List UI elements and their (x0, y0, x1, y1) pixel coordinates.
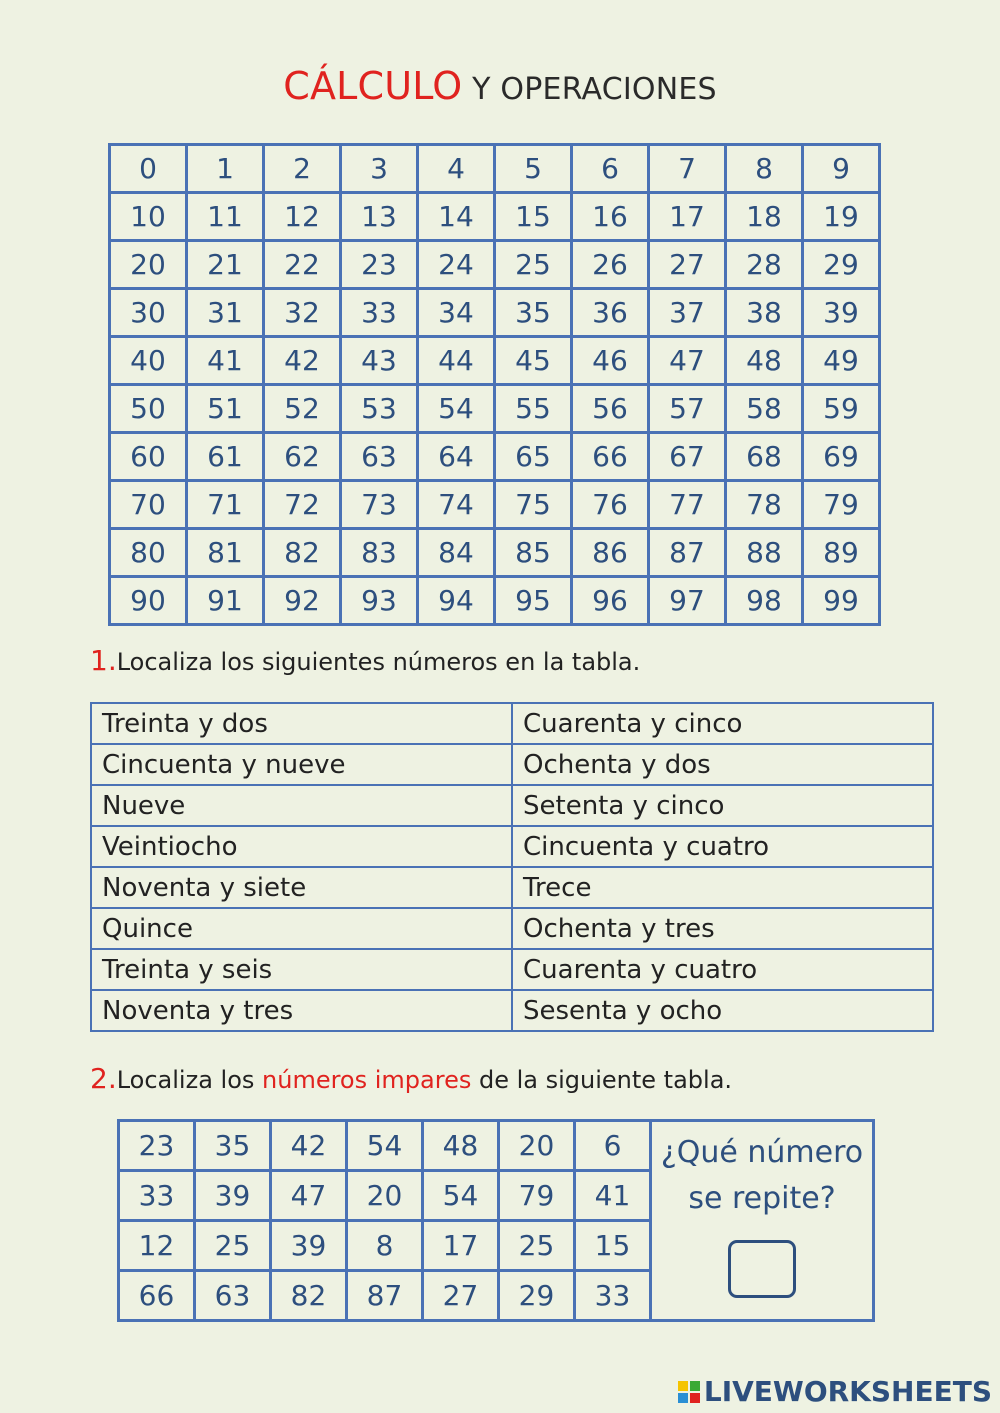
hundred-table-cell[interactable]: 64 (418, 433, 495, 481)
hundred-table-cell[interactable]: 96 (572, 577, 649, 625)
hundred-table-cell[interactable]: 14 (418, 193, 495, 241)
hundred-table-cell[interactable]: 48 (726, 337, 803, 385)
number-word-cell: Setenta y cinco (512, 785, 933, 826)
hundred-table-cell[interactable]: 22 (264, 241, 341, 289)
hundred-table-cell[interactable]: 86 (572, 529, 649, 577)
number-word-cell: Quince (91, 908, 512, 949)
hundred-table-cell[interactable]: 99 (803, 577, 880, 625)
hundred-table-row (110, 337, 880, 385)
odd-table-cell[interactable]: 42 (271, 1121, 347, 1171)
number-word-cell: Cuarenta y cinco (512, 703, 933, 744)
hundred-table-cell[interactable]: 65 (495, 433, 572, 481)
odd-table-cell[interactable]: 25 (195, 1221, 271, 1271)
hundred-table-cell[interactable]: 93 (341, 577, 418, 625)
hundred-table-cell[interactable]: 69 (803, 433, 880, 481)
page-title (0, 64, 1000, 108)
hundred-table-cell[interactable]: 26 (572, 241, 649, 289)
hundred-table-cell[interactable]: 83 (341, 529, 418, 577)
hundred-table-cell[interactable]: 54 (418, 385, 495, 433)
hundred-table-cell[interactable]: 51 (187, 385, 264, 433)
number-word-cell: Trece (512, 867, 933, 908)
hundred-table-cell[interactable]: 95 (495, 577, 572, 625)
repeat-question-cell (651, 1121, 874, 1321)
hundred-table-row (110, 577, 880, 625)
hundred-table-cell[interactable]: 47 (649, 337, 726, 385)
hundred-table-cell[interactable]: 32 (264, 289, 341, 337)
hundred-table-cell[interactable]: 68 (726, 433, 803, 481)
hundred-table-row (110, 385, 880, 433)
odd-table-cell[interactable]: 12 (119, 1221, 195, 1271)
hundred-table-row (110, 145, 880, 193)
hundred-table-cell[interactable]: 58 (726, 385, 803, 433)
odd-table-cell[interactable]: 15 (575, 1221, 651, 1271)
hundred-table-cell[interactable]: 78 (726, 481, 803, 529)
odd-table-cell[interactable]: 48 (423, 1121, 499, 1171)
number-word-cell: Noventa y siete (91, 867, 512, 908)
hundred-table-cell[interactable]: 74 (418, 481, 495, 529)
odd-table-cell[interactable]: 54 (423, 1171, 499, 1221)
hundred-table-cell[interactable]: 81 (187, 529, 264, 577)
hundred-table-cell[interactable]: 56 (572, 385, 649, 433)
odd-table-cell[interactable]: 25 (499, 1221, 575, 1271)
hundred-table-cell[interactable]: 39 (803, 289, 880, 337)
hundred-table-cell[interactable]: 28 (726, 241, 803, 289)
odd-table-cell[interactable]: 39 (195, 1171, 271, 1221)
hundred-table-cell[interactable]: 55 (495, 385, 572, 433)
odd-table-cell[interactable]: 66 (119, 1271, 195, 1321)
hundred-table-cell[interactable]: 73 (341, 481, 418, 529)
brand-text: LIVEWORKSHEETS (703, 1375, 992, 1408)
odd-table-cell[interactable]: 63 (195, 1271, 271, 1321)
odd-table-cell[interactable]: 27 (423, 1271, 499, 1321)
hundred-table-cell[interactable]: 71 (187, 481, 264, 529)
odd-table-row (119, 1121, 874, 1171)
odd-table-cell[interactable]: 82 (271, 1271, 347, 1321)
hundred-table-cell[interactable]: 80 (110, 529, 187, 577)
hundred-table-cell[interactable]: 3 (341, 145, 418, 193)
repeat-question-line2: se repite? (688, 1181, 836, 1216)
hundred-table-cell[interactable]: 82 (264, 529, 341, 577)
number-words-row (91, 703, 933, 744)
hundred-table-cell[interactable]: 9 (803, 145, 880, 193)
number-word-cell: Treinta y dos (91, 703, 512, 744)
number-words-row (91, 867, 933, 908)
hundred-table-cell[interactable]: 76 (572, 481, 649, 529)
hundred-table-cell[interactable]: 7 (649, 145, 726, 193)
hundred-table-cell[interactable]: 97 (649, 577, 726, 625)
number-word-cell: Ochenta y tres (512, 908, 933, 949)
number-word-cell: Veintiocho (91, 826, 512, 867)
number-word-cell: Ochenta y dos (512, 744, 933, 785)
hundred-table-cell[interactable]: 29 (803, 241, 880, 289)
hundred-table-cell[interactable]: 30 (110, 289, 187, 337)
hundred-table-cell[interactable]: 43 (341, 337, 418, 385)
hundred-table-cell[interactable]: 11 (187, 193, 264, 241)
hundred-table-row (110, 433, 880, 481)
hundred-table-cell[interactable]: 90 (110, 577, 187, 625)
odd-table-cell[interactable]: 29 (499, 1271, 575, 1321)
hundred-table-cell[interactable]: 60 (110, 433, 187, 481)
odd-table-cell[interactable]: 6 (575, 1121, 651, 1171)
number-word-cell: Cincuenta y nueve (91, 744, 512, 785)
hundred-table-cell[interactable]: 34 (418, 289, 495, 337)
hundred-table-cell[interactable]: 24 (418, 241, 495, 289)
hundred-table-cell[interactable]: 70 (110, 481, 187, 529)
hundred-table-cell[interactable]: 49 (803, 337, 880, 385)
exercise-2-instruction (90, 1062, 732, 1095)
exercise-2-text-before: Localiza los (116, 1066, 263, 1094)
odd-table-cell[interactable]: 33 (119, 1171, 195, 1221)
odd-table-cell[interactable]: 20 (347, 1171, 423, 1221)
hundred-table-cell[interactable]: 20 (110, 241, 187, 289)
hundred-table-cell[interactable]: 57 (649, 385, 726, 433)
odd-table-cell[interactable]: 79 (499, 1171, 575, 1221)
hundred-table-row (110, 193, 880, 241)
odd-table-cell[interactable]: 23 (119, 1121, 195, 1171)
hundred-table-cell[interactable]: 53 (341, 385, 418, 433)
odd-table-cell[interactable]: 54 (347, 1121, 423, 1171)
odd-table-cell[interactable]: 20 (499, 1121, 575, 1171)
hundred-table-cell[interactable]: 92 (264, 577, 341, 625)
hundred-table-cell[interactable]: 35 (495, 289, 572, 337)
repeat-question-line1: ¿Qué número (660, 1135, 864, 1170)
title-highlight: CÁLCULO (283, 64, 463, 108)
exercise-2-highlight: números impares (262, 1066, 472, 1094)
hundred-table (108, 143, 881, 626)
hundred-table-cell[interactable]: 67 (649, 433, 726, 481)
hundred-table-cell[interactable]: 75 (495, 481, 572, 529)
hundred-table-row (110, 241, 880, 289)
odd-table-cell[interactable]: 41 (575, 1171, 651, 1221)
hundred-table-cell[interactable]: 6 (572, 145, 649, 193)
hundred-table-cell[interactable]: 15 (495, 193, 572, 241)
hundred-table-cell[interactable]: 5 (495, 145, 572, 193)
hundred-table-row (110, 481, 880, 529)
hundred-table-row (110, 529, 880, 577)
answer-input-box[interactable] (728, 1240, 796, 1298)
hundred-table-cell[interactable]: 1 (187, 145, 264, 193)
number-word-cell: Cuarenta y cuatro (512, 949, 933, 990)
exercise-1-text: Localiza los siguientes números en la tabla. (116, 648, 641, 676)
hundred-table-cell[interactable]: 63 (341, 433, 418, 481)
odd-numbers-table (117, 1119, 875, 1322)
hundred-table-cell[interactable]: 88 (726, 529, 803, 577)
hundred-table-cell[interactable]: 50 (110, 385, 187, 433)
odd-table-cell[interactable]: 47 (271, 1171, 347, 1221)
hundred-table-cell[interactable]: 89 (803, 529, 880, 577)
hundred-table-cell[interactable]: 2 (264, 145, 341, 193)
number-word-cell: Treinta y seis (91, 949, 512, 990)
hundred-table-cell[interactable]: 38 (726, 289, 803, 337)
hundred-table-cell[interactable]: 87 (649, 529, 726, 577)
hundred-table-cell[interactable]: 36 (572, 289, 649, 337)
hundred-table-cell[interactable]: 45 (495, 337, 572, 385)
hundred-table-cell[interactable]: 46 (572, 337, 649, 385)
hundred-table-cell[interactable]: 40 (110, 337, 187, 385)
odd-table-cell[interactable]: 8 (347, 1221, 423, 1271)
hundred-table-cell[interactable]: 12 (264, 193, 341, 241)
hundred-table-cell[interactable]: 4 (418, 145, 495, 193)
hundred-table-cell[interactable]: 84 (418, 529, 495, 577)
hundred-table-cell[interactable]: 16 (572, 193, 649, 241)
hundred-table-cell[interactable]: 8 (726, 145, 803, 193)
odd-table-cell[interactable]: 35 (195, 1121, 271, 1171)
number-word-cell: Sesenta y ocho (512, 990, 933, 1031)
hundred-table-cell[interactable]: 37 (649, 289, 726, 337)
hundred-table-cell[interactable]: 41 (187, 337, 264, 385)
hundred-table-row (110, 289, 880, 337)
hundred-table-cell[interactable]: 18 (726, 193, 803, 241)
hundred-table-cell[interactable]: 72 (264, 481, 341, 529)
hundred-table-cell[interactable]: 13 (341, 193, 418, 241)
hundred-table-cell[interactable]: 23 (341, 241, 418, 289)
hundred-table-cell[interactable]: 94 (418, 577, 495, 625)
number-words-row (91, 826, 933, 867)
number-word-cell: Nueve (91, 785, 512, 826)
number-words-table (90, 702, 934, 1032)
exercise-2-text-after: de la siguiente tabla. (471, 1066, 733, 1094)
hundred-table-cell[interactable]: 17 (649, 193, 726, 241)
liveworksheets-logo-icon (678, 1381, 700, 1403)
hundred-table-cell[interactable]: 77 (649, 481, 726, 529)
number-words-row (91, 785, 933, 826)
exercise-1-instruction (90, 644, 640, 677)
title-rest: Y OPERACIONES (472, 72, 717, 107)
hundred-table-cell[interactable]: 44 (418, 337, 495, 385)
hundred-table-cell[interactable]: 33 (341, 289, 418, 337)
hundred-table-cell[interactable]: 85 (495, 529, 572, 577)
odd-table-cell[interactable]: 39 (271, 1221, 347, 1271)
hundred-table-cell[interactable]: 0 (110, 145, 187, 193)
number-words-row (91, 744, 933, 785)
exercise-2-number: 2. (90, 1062, 117, 1095)
hundred-table-cell[interactable]: 62 (264, 433, 341, 481)
liveworksheets-brand (678, 1375, 992, 1408)
odd-table-cell[interactable]: 33 (575, 1271, 651, 1321)
hundred-table-cell[interactable]: 66 (572, 433, 649, 481)
exercise-1-number: 1. (90, 644, 117, 677)
odd-table-cell[interactable]: 87 (347, 1271, 423, 1321)
number-words-row (91, 908, 933, 949)
odd-table-cell[interactable]: 17 (423, 1221, 499, 1271)
hundred-table-cell[interactable]: 59 (803, 385, 880, 433)
hundred-table-cell[interactable]: 19 (803, 193, 880, 241)
number-word-cell: Cincuenta y cuatro (512, 826, 933, 867)
hundred-table-cell[interactable]: 98 (726, 577, 803, 625)
hundred-table-cell[interactable]: 21 (187, 241, 264, 289)
hundred-table-cell[interactable]: 61 (187, 433, 264, 481)
number-words-row (91, 949, 933, 990)
hundred-table-cell[interactable]: 25 (495, 241, 572, 289)
hundred-table-cell[interactable]: 79 (803, 481, 880, 529)
hundred-table-cell[interactable]: 52 (264, 385, 341, 433)
number-word-cell: Noventa y tres (91, 990, 512, 1031)
hundred-table-cell[interactable]: 31 (187, 289, 264, 337)
hundred-table-cell[interactable]: 42 (264, 337, 341, 385)
hundred-table-cell[interactable]: 27 (649, 241, 726, 289)
number-words-row (91, 990, 933, 1031)
hundred-table-cell[interactable]: 91 (187, 577, 264, 625)
hundred-table-cell[interactable]: 10 (110, 193, 187, 241)
